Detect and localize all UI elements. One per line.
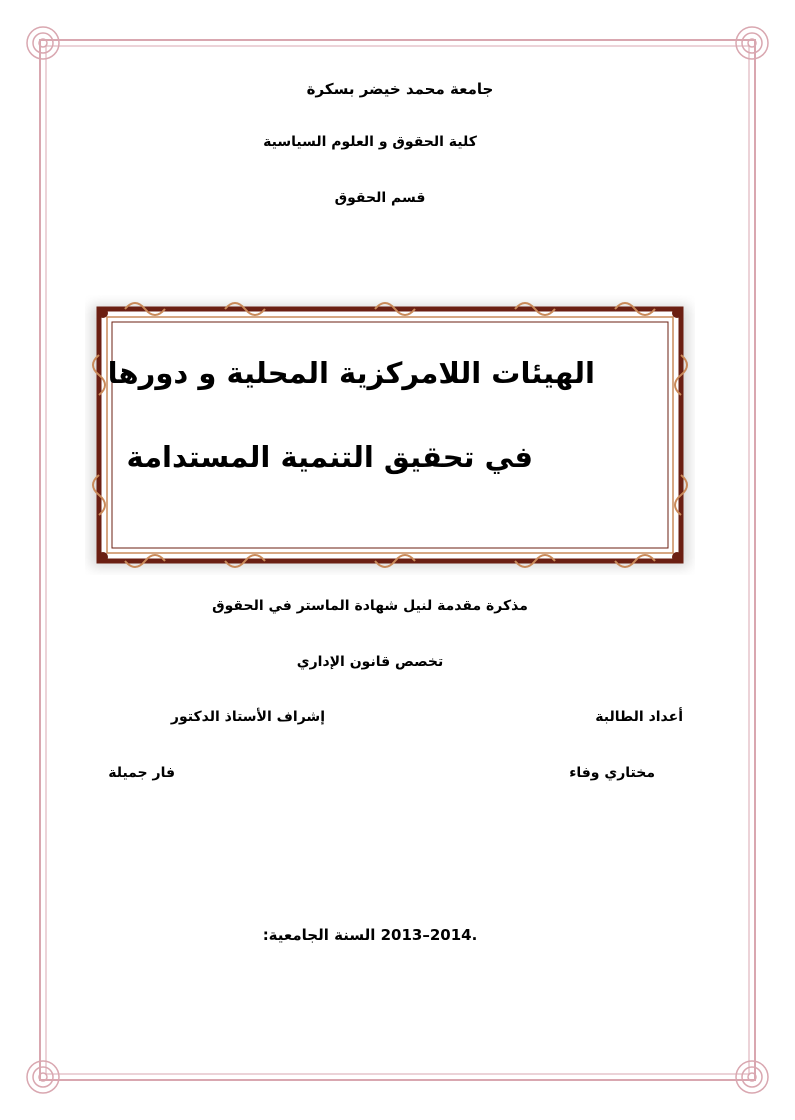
academic-year-label: السنة الجامعية: <box>262 926 376 944</box>
title-frame <box>85 295 695 575</box>
university-name: جامعة محمد خيضر بسكرة <box>306 80 494 98</box>
academic-year-value: 2013–2014. <box>380 926 478 944</box>
supervisor-label: إشراف الأستاذ الدكتور <box>170 709 325 725</box>
corner-ornament-top-left <box>27 27 59 59</box>
prepared-by-label: أعداد الطالبة <box>595 709 683 725</box>
academic-year <box>200 926 540 944</box>
supervisor-name: فار جميلة <box>108 765 175 781</box>
corner-ornament-bottom-left <box>27 1061 59 1093</box>
specialty: تخصص قانون الإداري <box>296 654 444 670</box>
corner-ornament-bottom-right <box>736 1061 768 1093</box>
student-name: مختاري وفاء <box>569 765 655 781</box>
corner-ornament-top-right <box>736 27 768 59</box>
faculty-name: كلية الحقوق و العلوم السياسية <box>263 134 477 150</box>
thesis-title-line1: الهيئات اللامركزية المحلية و دورها <box>107 356 595 390</box>
department-name: قسم الحقوق <box>334 190 426 206</box>
memo-description: مذكرة مقدمة لنيل شهادة الماستر في الحقوق <box>212 598 528 614</box>
thesis-title-line2: في تحقيق التنمية المستدامة <box>126 440 533 474</box>
